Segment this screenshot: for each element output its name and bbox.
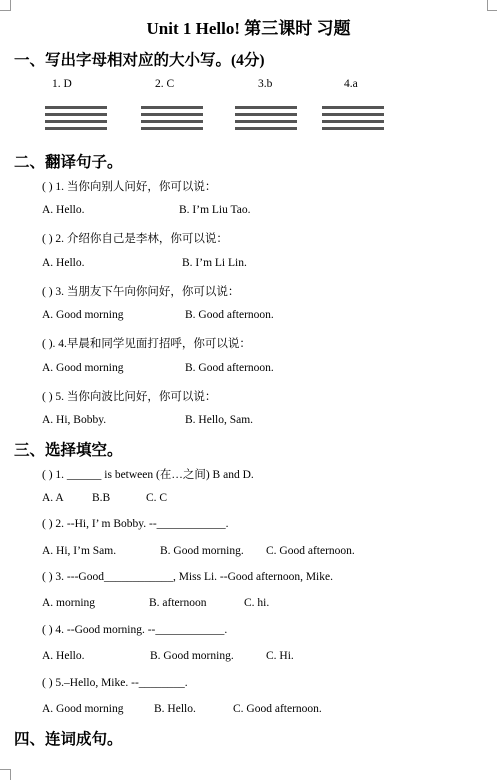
s2-question-5: ( ) 5. 当你向波比问好，你可以说： [42, 391, 217, 403]
s3-q2-option-b[interactable]: B. Good morning. [160, 545, 244, 557]
s3-q5-option-c[interactable]: C. Good afternoon. [233, 703, 322, 715]
s3-q4-option-a[interactable]: A. Hello. [42, 650, 85, 662]
s3-q2-option-a[interactable]: A. Hi, I’m Sam. [42, 545, 117, 557]
s2-q3-option-b[interactable]: B. Good afternoon. [185, 309, 274, 321]
section-1-heading: 一、写出字母相对应的大小写。(4分) [14, 52, 265, 69]
page-corner-mark [0, 769, 11, 780]
section-3-heading: 三、选择填空。 [14, 442, 123, 459]
s2-q4-option-a[interactable]: A. Good morning [42, 362, 124, 374]
letter-2: 2. C [155, 78, 175, 90]
s2-q2-option-a[interactable]: A. Hello. [42, 257, 85, 269]
section-2-heading: 二、翻译句子。 [14, 154, 123, 171]
s3-q3-option-a[interactable]: A. morning [42, 597, 96, 609]
s2-q5-option-b[interactable]: B. Hello, Sam. [185, 414, 254, 426]
s3-question-2: ( ) 2. --Hi, I’ m Bobby. --____________. [42, 518, 229, 530]
s3-q4-option-b[interactable]: B. Good morning. [150, 650, 234, 662]
s3-q5-option-a[interactable]: A. Good morning [42, 703, 124, 715]
s3-question-1: ( ) 1. ______ is between (在…之间) B and D. [42, 469, 254, 481]
writing-lines-4[interactable] [322, 106, 384, 134]
s3-q4-option-c[interactable]: C. Hi. [266, 650, 294, 662]
s3-q5-option-b[interactable]: B. Hello. [154, 703, 196, 715]
s2-q5-option-a[interactable]: A. Hi, Bobby. [42, 414, 107, 426]
letter-1: 1. D [52, 78, 72, 90]
s3-q1-option-a[interactable]: A. A [42, 492, 64, 504]
page-corner-mark [487, 0, 497, 11]
s2-question-1: ( ) 1. 当你向别人问好，你可以说： [42, 181, 217, 193]
section-4-heading: 四、连词成句。 [14, 731, 123, 748]
writing-lines-1[interactable] [45, 106, 107, 134]
writing-lines-2[interactable] [141, 106, 203, 134]
s3-q1-option-b[interactable]: B.B [92, 492, 111, 504]
s2-question-4: ( ). 4.早晨和同学见面打招呼，你可以说： [42, 338, 251, 350]
s3-q1-option-c[interactable]: C. C [146, 492, 168, 504]
s3-question-5: ( ) 5.–Hello, Mike. --________. [42, 677, 188, 689]
s2-question-3: ( ) 3. 当朋友下午向你问好，你可以说： [42, 286, 240, 298]
s3-q3-option-b[interactable]: B. afternoon [149, 597, 207, 609]
s2-q3-option-a[interactable]: A. Good morning [42, 309, 124, 321]
s2-q2-option-b[interactable]: B. I’m Li Lin. [182, 257, 247, 269]
writing-lines-3[interactable] [235, 106, 297, 134]
page-corner-mark [0, 0, 11, 11]
page-title: Unit 1 Hello! 第三课时 习题 [146, 19, 351, 38]
s3-question-3: ( ) 3. ---Good____________, Miss Li. --Good afternoon, Mike. [42, 571, 333, 583]
s2-q4-option-b[interactable]: B. Good afternoon. [185, 362, 274, 374]
s3-question-4: ( ) 4. --Good morning. --____________. [42, 624, 228, 636]
s3-q2-option-c[interactable]: C. Good afternoon. [266, 545, 355, 557]
letter-3: 3.b [258, 78, 273, 90]
s3-q3-option-c[interactable]: C. hi. [244, 597, 270, 609]
letter-4: 4.a [344, 78, 358, 90]
s2-question-2: ( ) 2. 介绍你自己是李林，你可以说： [42, 233, 228, 245]
s2-q1-option-a[interactable]: A. Hello. [42, 204, 85, 216]
s2-q1-option-b[interactable]: B. I’m Liu Tao. [179, 204, 251, 216]
